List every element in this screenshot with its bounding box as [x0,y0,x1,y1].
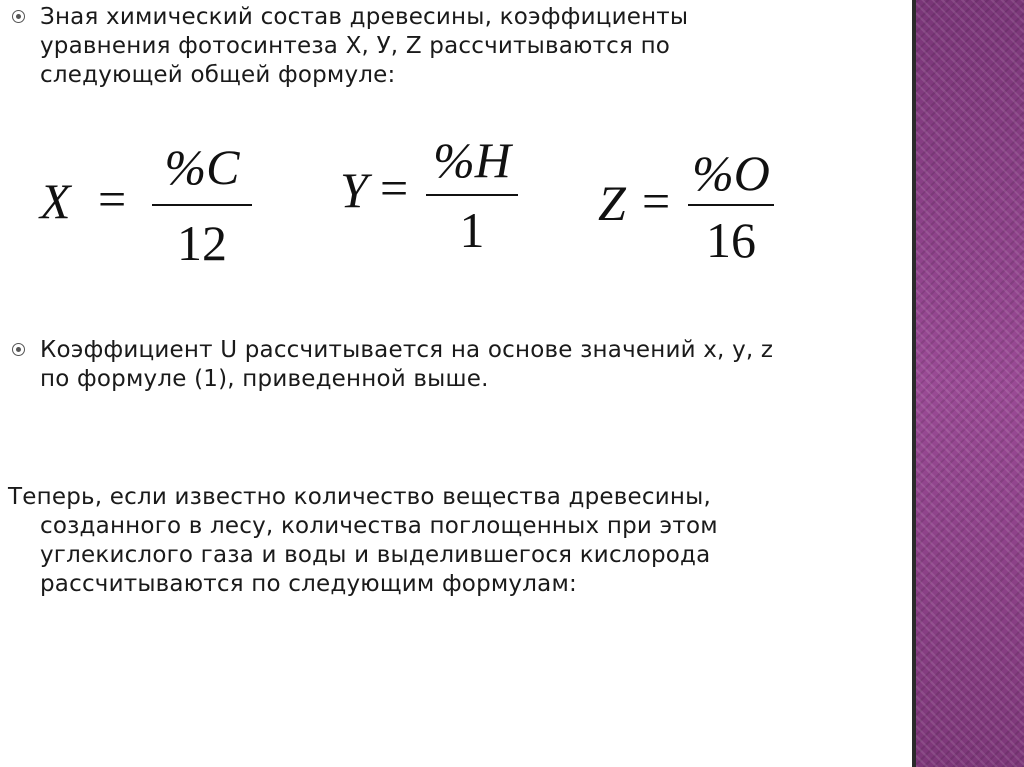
paragraph-coefficient-u [40,336,900,394]
formula-x [40,140,270,270]
text-line: следующей общей формуле: [40,62,396,88]
fraction-bar [426,194,518,196]
decorative-side-band [916,0,1024,767]
fraction-bar [688,204,774,206]
formula-numerator: %C [164,139,240,195]
bullet-icon [12,343,25,356]
formula-y [340,132,540,265]
paragraph-wood-quantity [8,483,898,599]
formula-variable: Y [340,162,368,218]
formula-variable: Z [598,175,626,231]
formula-variable: X [40,173,71,229]
formula-equals: = [380,160,409,216]
text-line: Теперь, если известно количество вещества древесины, [8,484,711,510]
formula-denominator: 12 [177,215,227,271]
bullet-icon [12,10,25,23]
text-line: рассчитываются по следующим формулам: [40,571,577,597]
formula-denominator: 1 [459,202,485,258]
text-line: Зная химический состав древесины, коэффициенты [40,4,689,30]
text-line: созданного в лесу, количества поглощенных при этом [40,513,718,539]
formula-numerator: %H [433,132,511,188]
text-line: Коэффициент U рассчитывается на основе значений x, y, z [40,337,774,363]
text-line: углекислого газа и воды и выделившегося кислорода [40,542,711,568]
text-line: уравнения фотосинтеза Х, У, Z рассчитываются по [40,33,671,59]
formula-equals: = [98,171,127,227]
paragraph-intro [40,3,900,90]
formula-denominator: 16 [706,212,756,268]
formula-equals: = [642,173,671,229]
fraction-bar [152,204,252,206]
formula-numerator: %O [692,145,770,201]
text-line: по формуле (1), приведенной выше. [40,366,489,392]
formula-z [596,145,796,268]
